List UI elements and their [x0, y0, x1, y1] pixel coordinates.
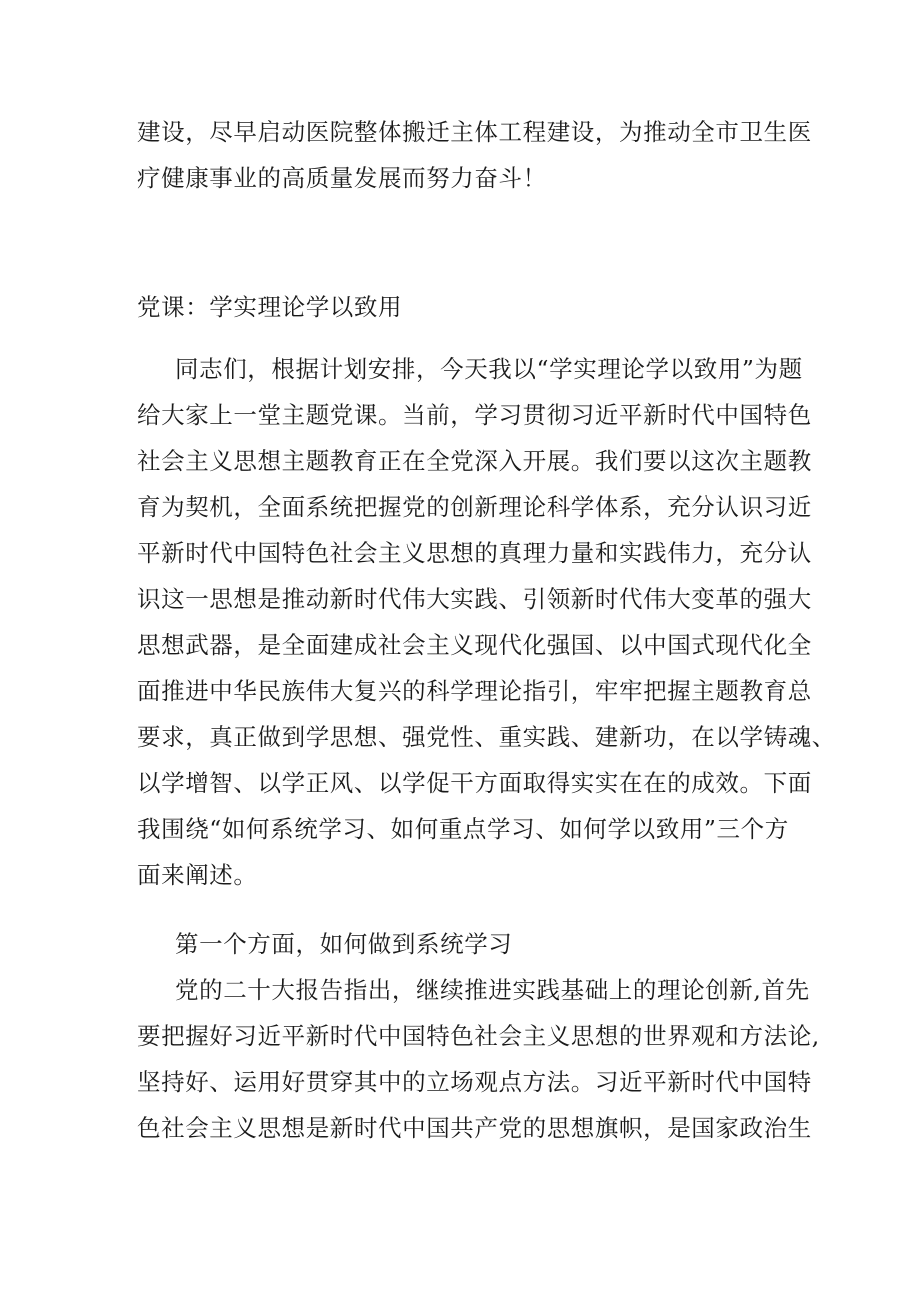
top-paragraph	[137, 109, 812, 201]
paragraph-line: 党的二十大报告指出，继续推进实践基础上的理论创新,首先	[175, 976, 810, 1004]
paragraph-line: 育为契机，全面系统把握党的创新理论科学体系，充分认识习近	[137, 493, 812, 521]
paragraph-line: 坚持好、运用好贯穿其中的立场观点方法。习近平新时代中国特	[137, 1068, 812, 1096]
paragraph-line: 疗健康事业的高质量发展而努力奋斗！	[137, 164, 547, 192]
paragraph-line: 以学增智、以学正风、以学促干方面取得实实在在的成效。下面	[137, 769, 812, 797]
lesson-title: 党课：学实理论学以致用	[137, 293, 403, 321]
paragraph-line: 面推进中华民族伟大复兴的科学理论指引，牢牢把握主题教育总	[137, 677, 812, 705]
section-one-heading: 第一个方面，如何做到系统学习	[175, 930, 513, 958]
paragraph-line: 识这一思想是推动新时代伟大实践、引领新时代伟大变革的强大	[137, 585, 812, 613]
section-one-paragraph	[137, 967, 820, 1151]
paragraph-line: 要把握好习近平新时代中国特色社会主义思想的世界观和方法论,	[137, 1022, 820, 1050]
intro-paragraph	[137, 346, 836, 898]
paragraph-line: 社会主义思想主题教育正在全党深入开展。我们要以这次主题教	[137, 447, 812, 475]
paragraph-line: 思想武器，是全面建成社会主义现代化强国、以中国式现代化全	[137, 631, 812, 659]
paragraph-line: 同志们，根据计划安排，今天我以“学实理论学以致用”为题	[175, 355, 803, 383]
paragraph-line: 色社会主义思想是新时代中国共产党的思想旗帜，是国家政治生	[137, 1114, 812, 1142]
paragraph-line: 面来阐述。	[137, 861, 258, 889]
paragraph-line: 给大家上一堂主题党课。当前，学习贯彻习近平新时代中国特色	[137, 401, 812, 429]
paragraph-line: 要求，真正做到学思想、强党性、重实践、建新功，在以学铸魂、	[137, 723, 836, 751]
paragraph-line: 我围绕“如何系统学习、如何重点学习、如何学以致用”三个方	[137, 815, 789, 843]
paragraph-line: 平新时代中国特色社会主义思想的真理力量和实践伟力，充分认	[137, 539, 812, 567]
paragraph-line: 建设，尽早启动医院整体搬迁主体工程建设，为推动全市卫生医	[137, 118, 812, 146]
